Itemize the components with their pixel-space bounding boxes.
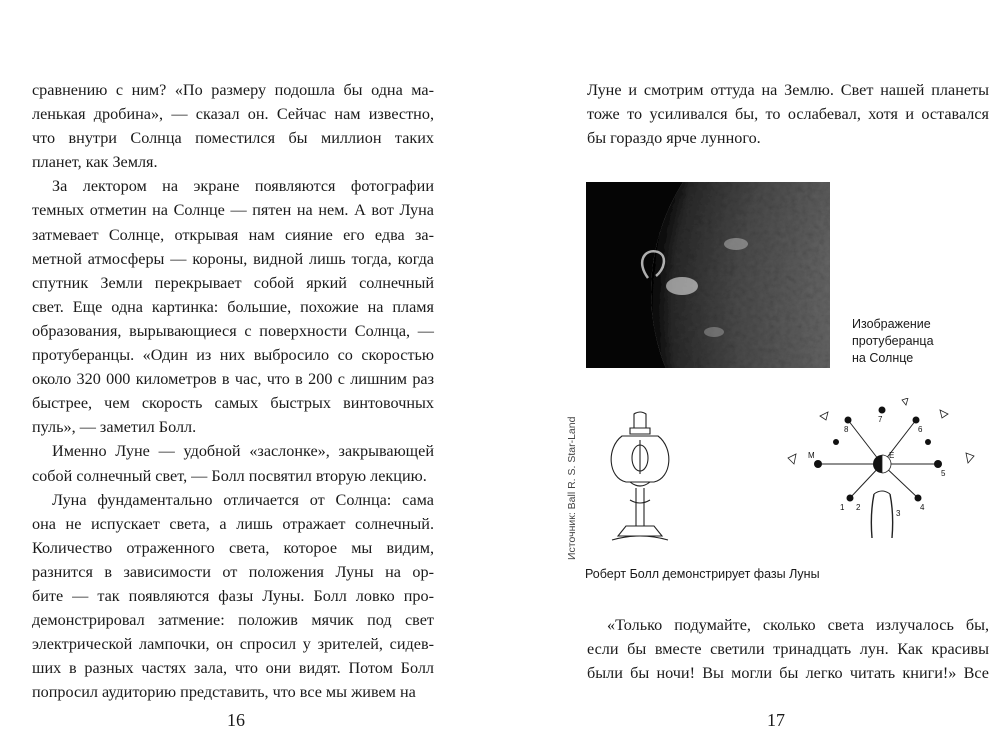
- ball-demonstration-caption: Роберт Болл демонстрирует фазы Луны: [585, 567, 820, 581]
- text-line: ших в разных частях зала, что они видят. Потом Болл: [32, 659, 434, 678]
- text-line: спутник Земли перекрывает собой яркий солнечный: [32, 273, 434, 292]
- sun-prominence-photo: [586, 182, 830, 368]
- phase-label-4: 4: [920, 503, 925, 512]
- paragraph: [32, 488, 434, 705]
- phase-label-7: 7: [878, 415, 883, 424]
- text-line: демонстрировал затмение: положив мячик под свет: [32, 611, 434, 630]
- phase-label-3: 3: [896, 509, 901, 518]
- text-line: разнится в зависимости от положения Луны на ор-: [32, 562, 434, 581]
- paragraph: [587, 613, 989, 685]
- paragraph: [32, 439, 434, 487]
- paragraph: [32, 174, 434, 439]
- text-line: «Только подумайте, сколько света излучалось бы,: [607, 616, 989, 634]
- text-line: Именно Луне — удобной «заслонке», закрывающей: [52, 442, 434, 461]
- text-line: темных отметин на Солнце — пятен на нем. А вот Луна: [32, 201, 434, 220]
- text-line: За лектором на экране появляются фотографии: [52, 177, 434, 196]
- right-page-top-text: [587, 78, 989, 150]
- text-line: ленькая дробина», — сказал он. Сейчас нам известно,: [32, 105, 434, 124]
- text-line: Луна фундаментально отличается от Солнца: сама: [52, 490, 434, 509]
- text-line: быстрее, чем скорость самых быстрых винтовочных: [32, 394, 434, 413]
- left-page-number: 16: [227, 710, 245, 730]
- phase-label-5: 5: [941, 469, 946, 478]
- paragraph: [32, 78, 434, 174]
- text-line: если бы вместе светили тринадцать лун. Как красивы: [587, 640, 989, 659]
- image-source-credit: Источник: Ball R. S. Star-Land: [566, 416, 578, 560]
- phase-label-e: E: [889, 451, 895, 460]
- text-line: Луне и смотрим оттуда на Землю. Свет нашей планеты: [587, 81, 989, 99]
- moon-phases-diagram: [778, 398, 988, 540]
- text-line: образования, вырывающиеся с поверхности Солнца, —: [32, 321, 434, 340]
- right-page-number: 17: [767, 710, 785, 730]
- text-line: планет, как Земля.: [32, 153, 158, 172]
- text-line: она не испускает света, а лишь отражает солнечный.: [32, 514, 434, 533]
- text-line: были бы ночи! Вы могли бы легко читать книги!» Все: [587, 664, 989, 683]
- lamp-illustration: [600, 408, 680, 550]
- paragraph: [587, 78, 989, 150]
- sun-photo-caption: [852, 316, 992, 367]
- phase-label-2: 2: [856, 503, 861, 512]
- text-line: попросил аудиторию представить, что все мы живем на: [32, 683, 416, 702]
- left-page-body-text: [32, 78, 434, 704]
- phase-label-1: 1: [840, 503, 845, 512]
- text-line: сравнению с ним? «По размеру подошла бы одна ма-: [32, 81, 434, 99]
- caption-line: протуберанца: [852, 334, 934, 348]
- caption-line: Изображение: [852, 317, 931, 331]
- text-line: собой солнечный свет, — Болл посвятил вторую лекцию.: [32, 466, 427, 485]
- phase-label-8: 8: [844, 425, 849, 434]
- phase-label-6: 6: [918, 425, 923, 434]
- text-line: тоже то усиливался бы, то ослабевал, хотя и оставался: [587, 105, 989, 124]
- sun-prominence-image: [586, 182, 830, 368]
- text-line: бы гораздо ярче лунного.: [587, 129, 761, 148]
- text-line: что внутри Солнца поместился бы миллион таких: [32, 129, 434, 148]
- text-line: затмевает Солнце, открывая нам сияние его едва за-: [32, 225, 434, 244]
- text-line: свет. Еще одна картинка: большие, похожие на пламя: [32, 297, 434, 316]
- right-page-bottom-text: [587, 613, 989, 685]
- text-line: Количество отраженного света, которое мы видим,: [32, 538, 434, 557]
- caption-line: на Солнце: [852, 351, 914, 365]
- text-line: пуль», — заметил Болл.: [32, 418, 197, 437]
- text-line: метной атмосферы — короны, видной лишь тогда, когда: [32, 249, 434, 268]
- text-line: около 320 000 километров в час, что в 200 с лишним раз: [32, 370, 434, 389]
- text-line: электрической лампочки, он спросил у зрителей, сидев-: [32, 635, 434, 654]
- phase-label-m: M: [808, 451, 815, 460]
- text-line: бите — так появляются фазы Луны. Болл ловко про-: [32, 586, 434, 605]
- text-line: протуберанцы. «Один из них выбросило со скоростью: [32, 346, 434, 365]
